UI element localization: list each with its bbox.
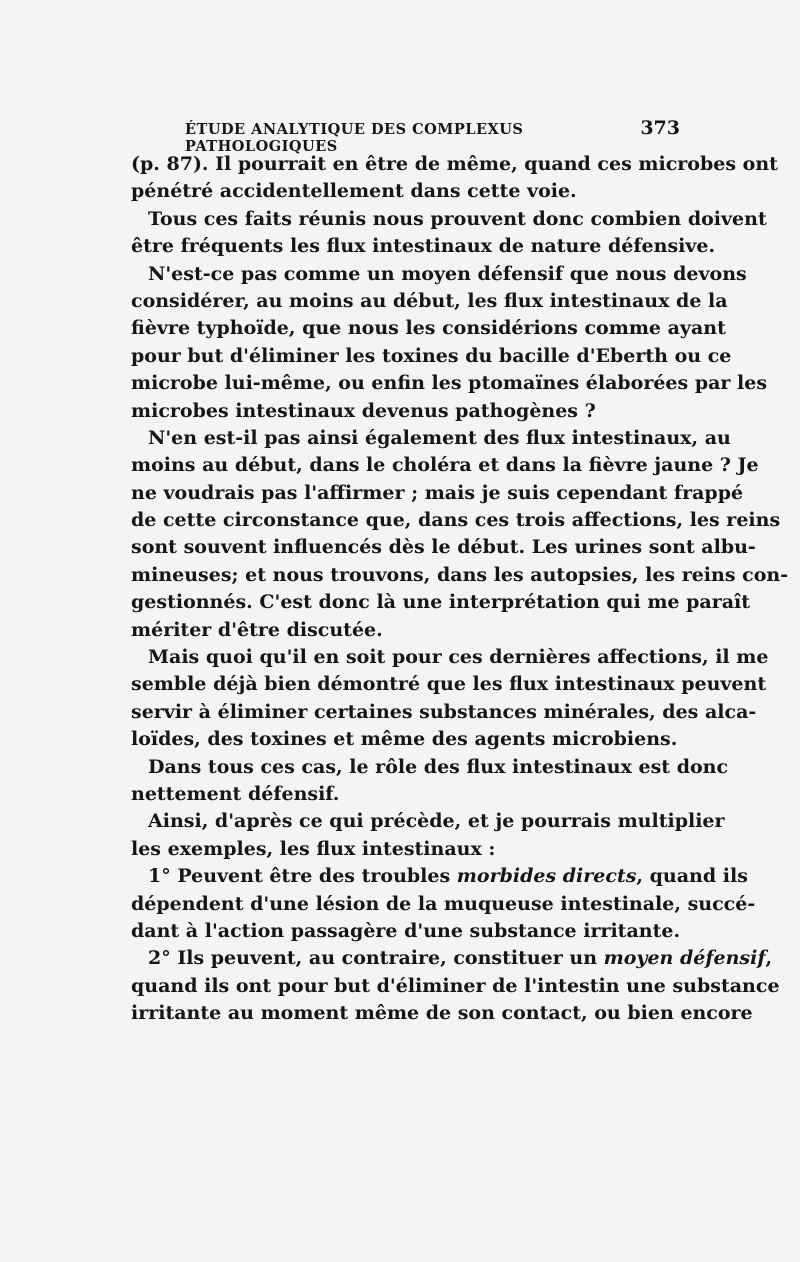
text-line: de cette circonstance que, dans ces trois affections, les reins <box>131 509 781 532</box>
text-line: N'en est-il pas ainsi également des flux intestinaux, au <box>148 426 731 449</box>
text-line: (p. 87). Il pourrait en être de même, quand ces microbes ont <box>131 153 778 175</box>
text-line: irritante au moment même de son contact, ou bien encore <box>131 1002 753 1025</box>
text-line: ne voudrais pas l'affirmer ; mais je suis cependant frappé <box>131 481 744 504</box>
text-line: fièvre typhoïde, que nous les considérions comme ayant <box>131 317 726 340</box>
page-number: 373 <box>640 117 680 139</box>
text-line: les exemples, les flux intestinaux : <box>131 837 496 860</box>
running-title: ÉTUDE ANALYTIQUE DES COMPLEXUS PATHOLOGIQUES <box>185 121 524 155</box>
text-line <box>131 945 773 972</box>
text-line: semble déjà bien démontré que les flux intestinaux peuvent <box>131 673 767 696</box>
text-line: sont souvent influencés dès le début. Les urines sont albu- <box>131 536 756 559</box>
text-line: être fréquents les flux intestinaux de nature défensive. <box>131 235 716 258</box>
text-line: microbes intestinaux devenus pathogènes ? <box>131 399 596 422</box>
body-text <box>131 151 789 1028</box>
emphasis-text: morbides directs <box>456 865 637 888</box>
text-line: N'est-ce pas comme un moyen défensif que nous devons <box>148 262 747 285</box>
text-line: Mais quoi qu'il en soit pour ces dernières affections, il me <box>148 646 769 669</box>
page-header <box>185 117 680 155</box>
text-line: considérer, au moins au début, les flux intestinaux de la <box>131 289 728 312</box>
text-line: mineuses; et nous trouvons, dans les autopsies, les reins con- <box>131 563 789 586</box>
text-line: dant à l'action passagère d'une substance irritante. <box>131 919 681 942</box>
text-line: moins au début, dans le choléra et dans la fièvre jaune ? Je <box>131 454 759 477</box>
text-line: Tous ces faits réunis nous prouvent donc combien doivent <box>148 207 767 230</box>
text-line: quand ils ont pour but d'éliminer de l'intestin une substance <box>131 974 780 997</box>
text-line <box>131 863 748 890</box>
text-line: Dans tous ces cas, le rôle des flux intestinaux est donc <box>148 755 729 778</box>
text-line: nettement défensif. <box>131 782 340 805</box>
text-span: , <box>765 947 773 970</box>
emphasis-text: moyen défensif <box>603 947 766 970</box>
text-span: 2° Ils peuvent, au contraire, constituer un <box>148 947 604 970</box>
text-span: , quand ils <box>636 865 748 888</box>
text-span: 1° Peuvent être des troubles <box>148 865 457 888</box>
text-line: servir à éliminer certaines substances minérales, des alca- <box>131 700 757 723</box>
text-line: gestionnés. C'est donc là une interprétation qui me paraît <box>131 591 751 614</box>
text-line: dépendent d'une lésion de la muqueuse intestinale, succé- <box>131 892 756 915</box>
text-line: pénétré accidentellement dans cette voie. <box>131 180 577 203</box>
text-line: mériter d'être discutée. <box>131 618 383 641</box>
text-line: pour but d'éliminer les toxines du bacille d'Eberth ou ce <box>131 344 732 367</box>
text-line: microbe lui-même, ou enfin les ptomaïnes élaborées par les <box>131 372 768 395</box>
text-line: Ainsi, d'après ce qui précède, et je pourrais multiplier <box>148 810 725 833</box>
text-line: loïdes, des toxines et même des agents microbiens. <box>131 728 678 751</box>
